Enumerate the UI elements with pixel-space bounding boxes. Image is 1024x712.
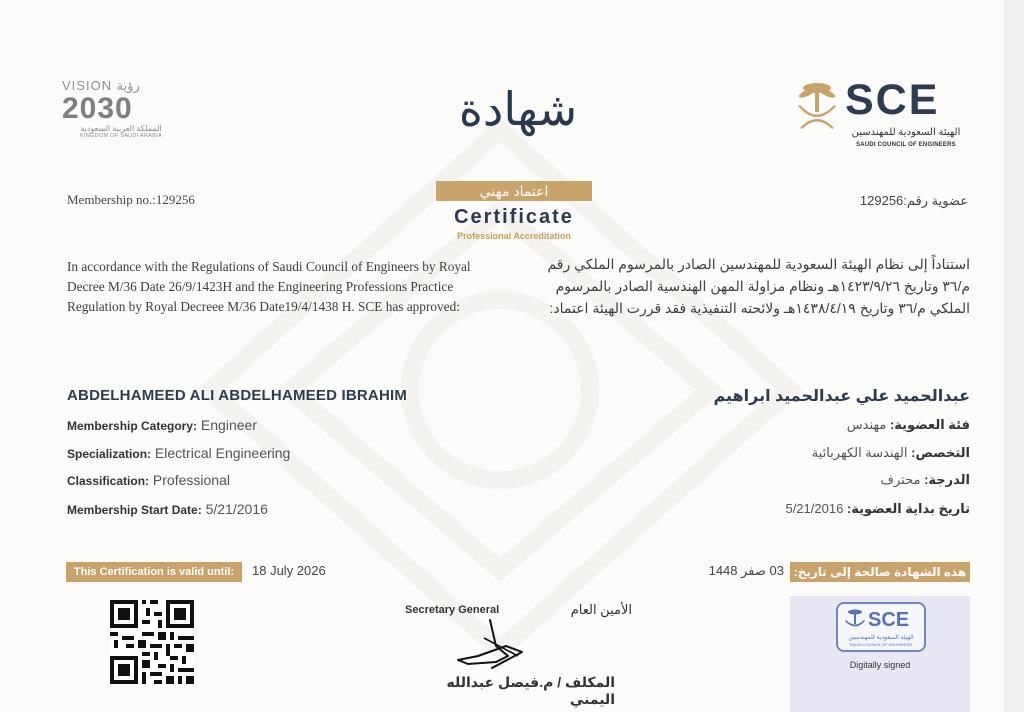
valid-until-label-en: This Certification is valid until: [66,562,242,582]
vision-label: VISION [62,78,113,93]
legal-paragraph-ar: استناداً إلى نظام الهيئة السعودية للمهندسين الصادر بالمرسوم الملكي رقم م/٣٦ وتاريخ ١٤٢٣/٩/٢٦هـ ونظام مزاولة المهن الهندسية الصادر بالمرسوم الملكي م/٣٦ وتاريخ ١٤٣٨/٤/١٩هـ ولائحته التنفيذية فقد قررت الهيئة اعتماد: [547,256,970,316]
right-edge-strip [1004,0,1024,712]
row-value: مهندس [846,417,887,432]
row-value: Professional [152,472,230,488]
valid-until-date-en: 18 July 2026 [252,563,326,578]
membership-number-value-ar: 129256 [859,193,904,208]
row-label: Classification: [67,474,150,488]
sce-emblem-icon [843,608,867,634]
specialization-row-en [67,445,290,461]
row-label: فئة العضوية: [889,417,970,432]
stamp-name-ar: الهيئة السعودية للمهندسين [848,635,914,641]
digitally-signed-label: Digitally signed [849,660,911,670]
row-value: 5/21/2016 [205,501,268,517]
valid-until-label-ar: هذه الشهادة صالحة إلى تاريخ: [790,562,970,582]
row-label: تاريخ بداية العضوية: [846,501,970,516]
signer-name-ar: المكلف / م.فيصل عبدالله اليمني [446,674,615,707]
member-name-en: ABDELHAMEED ALI ABDELHAMEED IBRAHIM [67,387,408,404]
row-label: التخصص: [911,445,970,460]
sce-stamp [836,602,926,652]
specialization-row-ar [660,445,970,461]
stamp-name-en: SAUDI COUNCIL OF ENGINEERS [849,642,913,647]
membership-category-row-en [67,417,257,433]
certificate-title-en: Certificate [454,206,574,228]
certificate-title-ar: شهادة [458,82,578,136]
membership-label-en: Membership no.: [67,192,156,207]
accreditation-band-ar: اعتماد مهني [436,181,592,201]
secretary-general-ar: الأمين العام [570,602,632,617]
vision-kingdom-en: KINGDOM OF SAUDI ARABIA [79,133,163,139]
handwritten-signature [448,616,538,676]
legal-paragraph-en: In accordance with the Regulations of Saudi Council of Engineers by Royal Decree M/36 Date 26/9/1423H and the Engineering Professions Practice Regulation by Royal Decreee M/36 Date19/4/1438 H. SCE has approved: [67,259,471,314]
row-value: الهندسة الكهربائية [811,445,908,460]
qr-code-icon[interactable] [110,600,194,684]
valid-until-date-ar: 03 صفر 1448 [708,563,784,578]
membership-number-value: 129256 [155,192,195,207]
certificate-subtitle-en: Professional Accreditation [457,231,571,241]
row-value: محترف [880,472,921,487]
vision-kingdom-ar: المملكة العربية السعودية [80,124,162,133]
row-value: Electrical Engineering [154,445,291,461]
vision-year: 2030 [62,92,133,125]
vision-2030-logo [62,78,180,148]
membership-number-en [67,192,195,208]
member-name-ar: عبدالحميد علي عبدالحميد ابراهيم [713,388,970,405]
membership-label-ar: عضوية رقم: [903,193,968,208]
row-label: Specialization: [67,447,152,461]
sce-logo [790,76,970,156]
sce-name-en: SAUDI COUNCIL OF ENGINEERS [856,142,956,148]
classification-row-ar [660,472,970,488]
sce-name-ar: الهيئة السعودية للمهندسين [851,127,961,138]
sce-letters: SCE [845,76,940,124]
membership-category-row-ar [660,417,970,433]
start-date-row-ar [660,501,970,517]
stamp-letters: SCE [868,609,910,631]
membership-number-ar [796,193,968,209]
secretary-general-en: Secretary General [405,604,500,616]
palm-swords-emblem-icon [794,80,840,134]
start-date-row-en [67,501,268,517]
classification-row-en [67,472,230,488]
row-value: 5/21/2016 [785,501,844,516]
vision-label-ar: رؤية [116,78,140,93]
row-label: الدرجة: [924,472,970,487]
row-label: Membership Category: [67,419,198,433]
row-label: Membership Start Date: [67,503,202,517]
row-value: Engineer [200,417,257,433]
